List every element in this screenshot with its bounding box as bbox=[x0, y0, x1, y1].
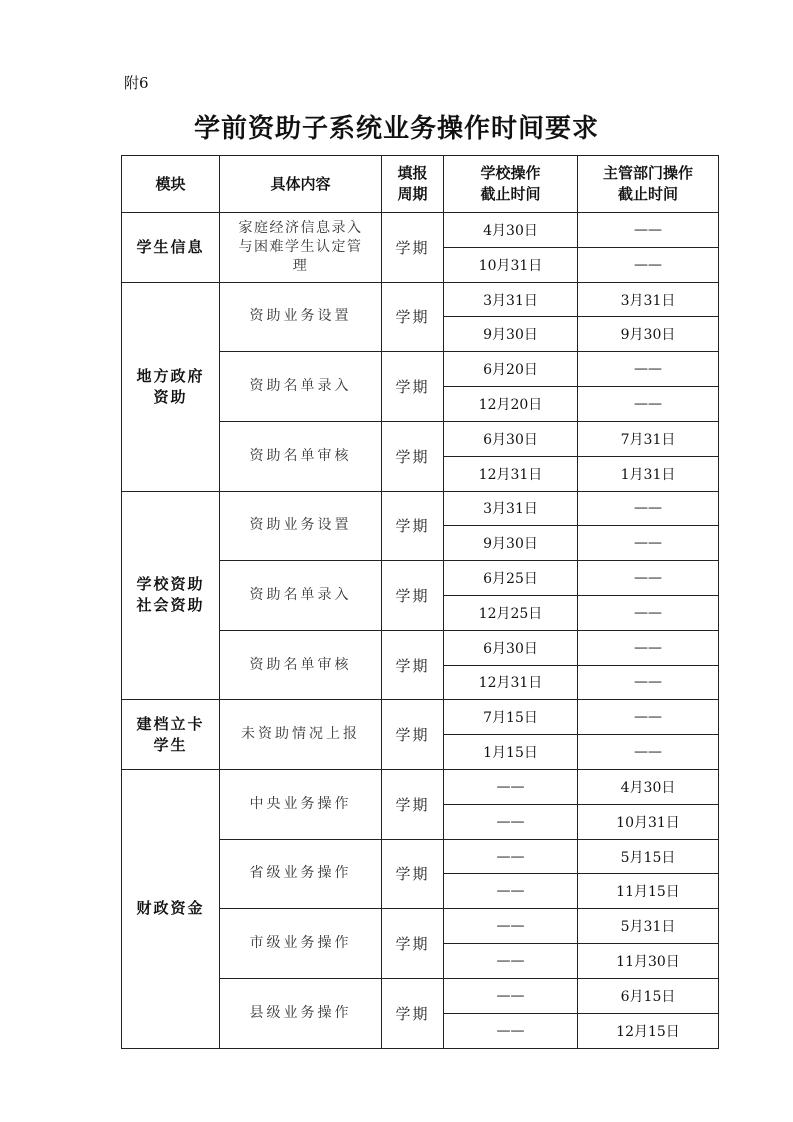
period-cell: 学期 bbox=[382, 770, 444, 840]
module-label: 地方政府 bbox=[136, 366, 205, 385]
content-label: 理 bbox=[292, 257, 309, 274]
dept-deadline-cell: 9月30日 bbox=[578, 317, 719, 352]
school-deadline-cell: —— bbox=[444, 874, 578, 909]
school-deadline-cell: 12月31日 bbox=[444, 456, 578, 491]
content-cell bbox=[220, 978, 382, 1048]
module-cell bbox=[122, 282, 220, 491]
content-label: 省级业务操作 bbox=[249, 865, 352, 882]
school-deadline-cell: —— bbox=[444, 978, 578, 1013]
period-cell: 学期 bbox=[382, 561, 444, 631]
school-deadline-cell: 6月20日 bbox=[444, 352, 578, 387]
content-cell bbox=[220, 839, 382, 909]
content-label: 县级业务操作 bbox=[249, 1004, 352, 1021]
dept-deadline-cell: 7月31日 bbox=[578, 421, 719, 456]
dept-deadline-cell: —— bbox=[578, 630, 719, 665]
content-label: 与困难学生认定管 bbox=[238, 238, 363, 255]
dept-deadline-cell: —— bbox=[578, 561, 719, 596]
period-cell: 学期 bbox=[382, 421, 444, 491]
school-deadline-cell: 12月31日 bbox=[444, 665, 578, 700]
dept-deadline-cell: 5月15日 bbox=[578, 839, 719, 874]
dept-deadline-cell: —— bbox=[578, 247, 719, 282]
content-label: 资助业务设置 bbox=[249, 517, 352, 534]
content-cell bbox=[220, 770, 382, 840]
period-cell: 学期 bbox=[382, 909, 444, 979]
period-cell: 学期 bbox=[382, 700, 444, 770]
content-cell bbox=[220, 352, 382, 422]
dept-deadline-cell: —— bbox=[578, 491, 719, 526]
content-label: 资助名单审核 bbox=[249, 447, 352, 464]
school-deadline-cell: 12月25日 bbox=[444, 595, 578, 630]
school-deadline-cell: 7月15日 bbox=[444, 700, 578, 735]
module-label: 建档立卡 bbox=[136, 714, 205, 733]
module-cell bbox=[122, 770, 220, 1049]
content-label: 资助业务设置 bbox=[249, 308, 352, 325]
header-module: 模块 bbox=[122, 156, 220, 213]
module-label: 社会资助 bbox=[136, 596, 205, 615]
school-deadline-cell: —— bbox=[444, 1013, 578, 1048]
document-title: 学前资助子系统业务操作时间要求 bbox=[193, 114, 599, 144]
period-cell: 学期 bbox=[382, 282, 444, 352]
school-deadline-cell: 3月31日 bbox=[444, 491, 578, 526]
period-cell: 学期 bbox=[382, 491, 444, 561]
school-deadline-cell: —— bbox=[444, 804, 578, 839]
period-cell: 学期 bbox=[382, 630, 444, 700]
module-label: 资助 bbox=[153, 387, 188, 406]
school-deadline-cell: 4月30日 bbox=[444, 213, 578, 248]
school-deadline-cell: —— bbox=[444, 770, 578, 805]
dept-deadline-cell: —— bbox=[578, 595, 719, 630]
school-deadline-cell: 3月31日 bbox=[444, 282, 578, 317]
table-row bbox=[122, 700, 719, 735]
dept-deadline-cell: 11月15日 bbox=[578, 874, 719, 909]
school-deadline-cell: 6月30日 bbox=[444, 630, 578, 665]
header-period: 填报 周期 bbox=[382, 156, 444, 213]
table-row bbox=[122, 770, 719, 805]
dept-deadline-cell: —— bbox=[578, 526, 719, 561]
dept-deadline-cell: —— bbox=[578, 352, 719, 387]
header-dept-deadline: 主管部门操作 截止时间 bbox=[578, 156, 719, 213]
period-cell: 学期 bbox=[382, 213, 444, 283]
content-label: 未资助情况上报 bbox=[241, 726, 360, 743]
content-label: 资助名单审核 bbox=[249, 656, 352, 673]
dept-deadline-cell: 4月30日 bbox=[578, 770, 719, 805]
school-deadline-cell: 10月31日 bbox=[444, 247, 578, 282]
content-label: 市级业务操作 bbox=[249, 935, 352, 952]
content-cell bbox=[220, 213, 382, 283]
school-deadline-cell: —— bbox=[444, 909, 578, 944]
content-cell bbox=[220, 630, 382, 700]
header-content: 具体内容 bbox=[220, 156, 382, 213]
content-label: 家庭经济信息录入 bbox=[238, 219, 363, 236]
school-deadline-cell: —— bbox=[444, 944, 578, 979]
module-label: 学生 bbox=[153, 735, 188, 754]
content-cell bbox=[220, 909, 382, 979]
table-row bbox=[122, 213, 719, 248]
dept-deadline-cell: 10月31日 bbox=[578, 804, 719, 839]
dept-deadline-cell: 11月30日 bbox=[578, 944, 719, 979]
school-deadline-cell: 9月30日 bbox=[444, 317, 578, 352]
content-label: 中央业务操作 bbox=[249, 795, 352, 812]
school-deadline-cell: —— bbox=[444, 839, 578, 874]
module-cell bbox=[122, 491, 220, 700]
content-cell bbox=[220, 561, 382, 631]
module-label: 学生信息 bbox=[136, 237, 205, 256]
content-label: 资助名单录入 bbox=[249, 378, 352, 395]
dept-deadline-cell: 1月31日 bbox=[578, 456, 719, 491]
school-deadline-cell: 6月30日 bbox=[444, 421, 578, 456]
period-cell: 学期 bbox=[382, 978, 444, 1048]
dept-deadline-cell: —— bbox=[578, 700, 719, 735]
table-body bbox=[122, 213, 719, 1049]
school-deadline-cell: 9月30日 bbox=[444, 526, 578, 561]
dept-deadline-cell: 3月31日 bbox=[578, 282, 719, 317]
period-cell: 学期 bbox=[382, 352, 444, 422]
dept-deadline-cell: 12月15日 bbox=[578, 1013, 719, 1048]
module-label: 学校资助 bbox=[136, 575, 205, 594]
school-deadline-cell: 6月25日 bbox=[444, 561, 578, 596]
content-label: 资助名单录入 bbox=[249, 586, 352, 603]
header-school-deadline: 学校操作 截止时间 bbox=[444, 156, 578, 213]
schedule-table bbox=[121, 155, 719, 1049]
table-row bbox=[122, 491, 719, 526]
dept-deadline-cell: —— bbox=[578, 387, 719, 422]
period-cell: 学期 bbox=[382, 839, 444, 909]
module-cell bbox=[122, 213, 220, 283]
module-label: 财政资金 bbox=[136, 899, 205, 918]
attachment-label: 附6 bbox=[124, 74, 149, 92]
dept-deadline-cell: 5月31日 bbox=[578, 909, 719, 944]
table-row bbox=[122, 282, 719, 317]
dept-deadline-cell: —— bbox=[578, 665, 719, 700]
dept-deadline-cell: —— bbox=[578, 213, 719, 248]
content-cell bbox=[220, 491, 382, 561]
dept-deadline-cell: 6月15日 bbox=[578, 978, 719, 1013]
dept-deadline-cell: —— bbox=[578, 735, 719, 770]
school-deadline-cell: 1月15日 bbox=[444, 735, 578, 770]
module-cell bbox=[122, 700, 220, 770]
content-cell bbox=[220, 282, 382, 352]
school-deadline-cell: 12月20日 bbox=[444, 387, 578, 422]
table-header-row bbox=[122, 156, 719, 213]
content-cell bbox=[220, 700, 382, 770]
content-cell bbox=[220, 421, 382, 491]
